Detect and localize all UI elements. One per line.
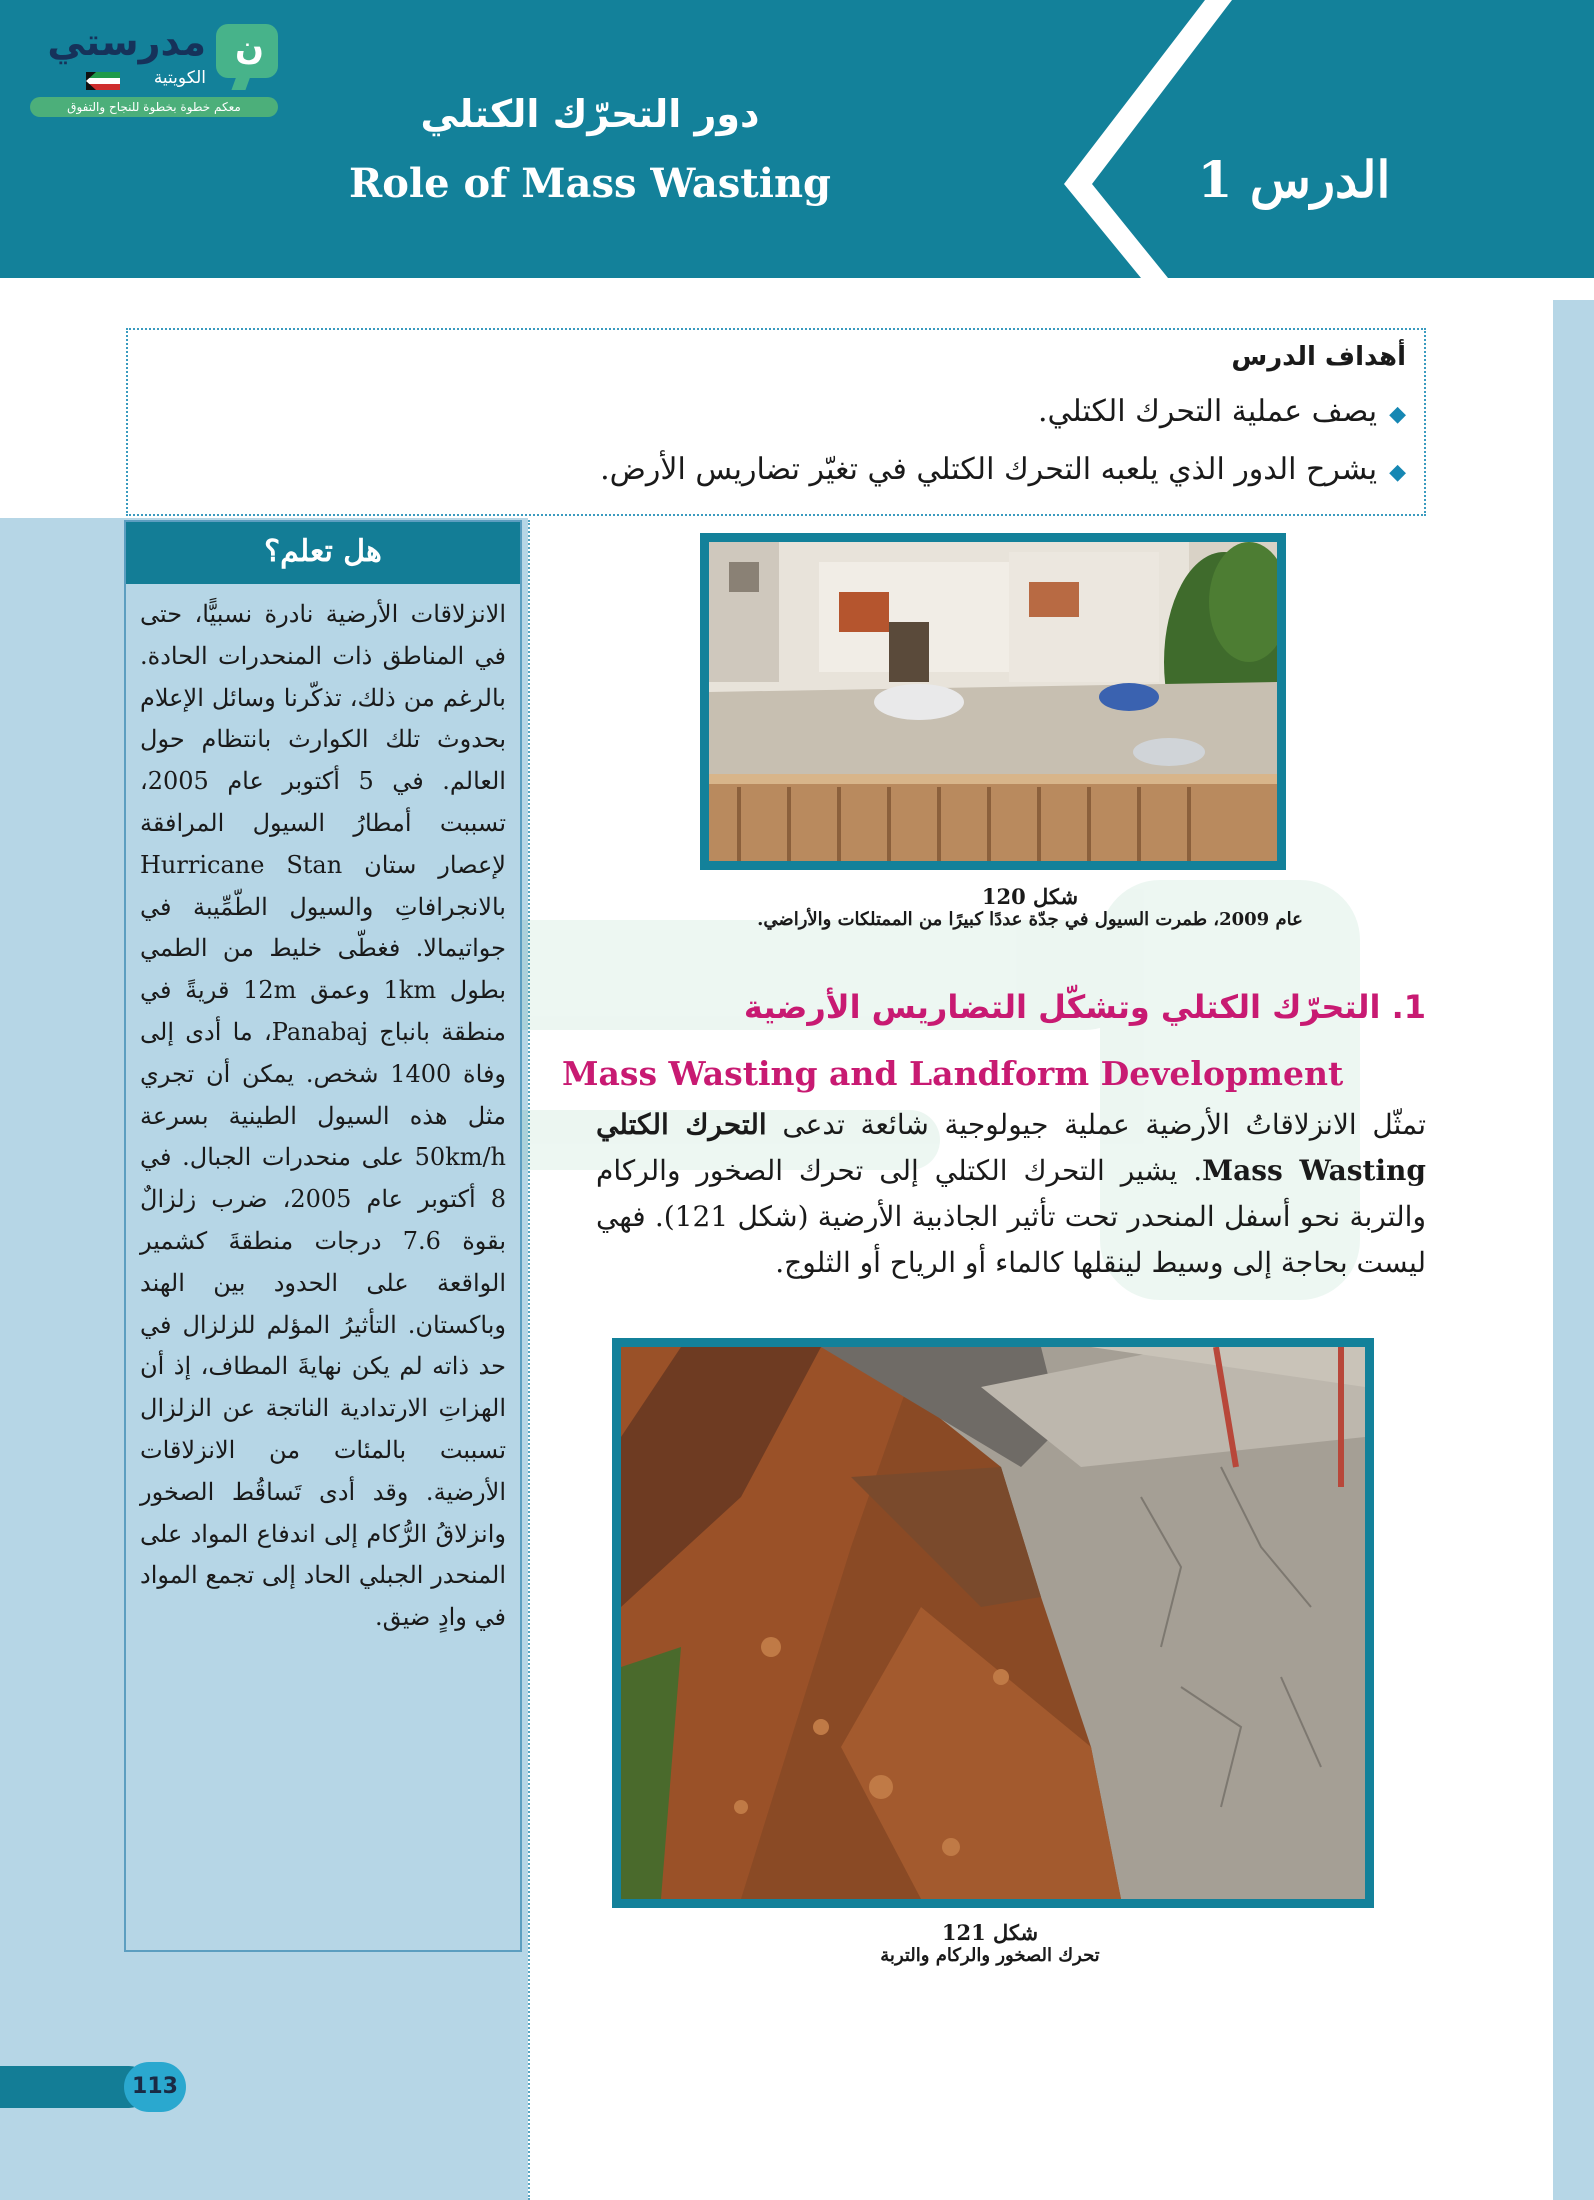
objective-item: ◆يصف عملية التحرك الكتلي. [1037,394,1406,429]
section-heading-arabic: 1. التحرّك الكتلي وتشكّل التضاريس الأرضية [743,988,1426,1026]
figure-120-photo [700,533,1286,870]
logo-subtitle: الكويتية [153,68,206,88]
figure-121-photo [612,1338,1374,1908]
body-paragraph: تمثّل الانزلاقاتُ الأرضية عملية جيولوجية شائعة تدعى التحرك الكتلي Mass Wasting. يشير التحرك الكتلي إلى تحرك الصخور والركام والتربة نحو أسفل المنحدر تحت تأثير الجاذبية الأرضية (شكل 121). فهي ليست بحاجة إلى وسيط لينقلها كالماء أو الرياح أو الثلوج. [596,1108,1426,1279]
logo-tagline: معكم خطوة بخطوة للنجاح والتفوق [30,97,278,117]
lesson-title-english: Role of Mass Wasting [348,160,832,207]
figure-120-caption [640,884,1420,930]
figure-121-caption [800,1920,1180,1966]
logo-name: مدرستي [47,20,206,64]
term-arabic: التحرك الكتلي [596,1108,767,1141]
objective-item: ◆يشرح الدور الذي يلعبه التحرك الكتلي في تغيّر تضاريس الأرض. [600,452,1406,487]
page-edge-strip [1553,300,1594,2200]
objectives-heading: أهداف الدرس [1231,342,1406,372]
did-you-know-box [124,520,522,1952]
figure-121-label: شكل 121 [941,1920,1039,1945]
logo-mark: ن [234,28,264,68]
lesson-objectives [126,328,1426,516]
diamond-bullet-icon: ◆ [1389,402,1406,427]
section-heading-english: Mass Wasting and Landform Development [562,1054,1344,1093]
figure-120-caption-text: عام 2009، طمرت السيول في جدّة عددًا كبيرًا من الممتلكات والأراضي. [757,909,1303,930]
figure-121-caption-text: تحرك الصخور والركام والتربة [880,1945,1100,1966]
did-you-know-title: هل تعلم؟ [126,522,520,584]
lesson-header [0,0,1594,278]
did-you-know-text: الانزلاقات الأرضية نادرة نسبيًّا، حتى في المناطق ذات المنحدرات الحادة. بالرغم من ذلك، تذكّرنا وسائل الإعلام بحدوث تلك الكوارث بانتظام حول العالم. في 5 أكتوبر عام 2005، تسببت أمطارُ السيول المرافقة لإعصار ستان Hurricane Stan بالانجرافاتِ والسيول الطّمِّيبة في جواتيمالا. فغطّى خليط من الطمي بطول 1km وعمق 12m قريةً في منطقة بانباج Panabaj، ما أدى إلى وفاة 1400 شخص. يمكن أن تجري مثل هذه السيول الطينية بسرعة 50km/h على منحدرات الجبال. في 8 أكتوبر عام 2005، ضرب زلزالٌ بقوة 7.6 درجات منطقةَ كشمير الواقعة على الحدود بين الهند وباكستان. التأثيرُ المؤلم للزلزال في حد ذاته لم يكن نهايةَ المطاف، إذ أن الهزاتِ الارتدادية الناتجة عن الزلزال تسببت بالمئات من الانزلاقات الأرضية. وقد أدى تَساقُط الصخور وانزلاقُ الرُّكام إلى اندفاع المواد على المنحدر الجبلي الحاد إلى تجمع المواد في وادٍ ضيق. [140,600,507,1632]
column-divider [528,520,530,2200]
page-number: 113 [124,2062,186,2112]
lesson-title-arabic: دور التحرّك الكتلي [420,92,760,136]
diamond-bullet-icon: ◆ [1389,460,1406,485]
kuwait-flag-icon [86,72,120,90]
figure-120-label: شكل 120 [981,884,1079,909]
term-english: Mass Wasting [1202,1154,1426,1187]
madrasati-logo [30,20,290,120]
lesson-number: الدرس 1 [1197,150,1391,209]
